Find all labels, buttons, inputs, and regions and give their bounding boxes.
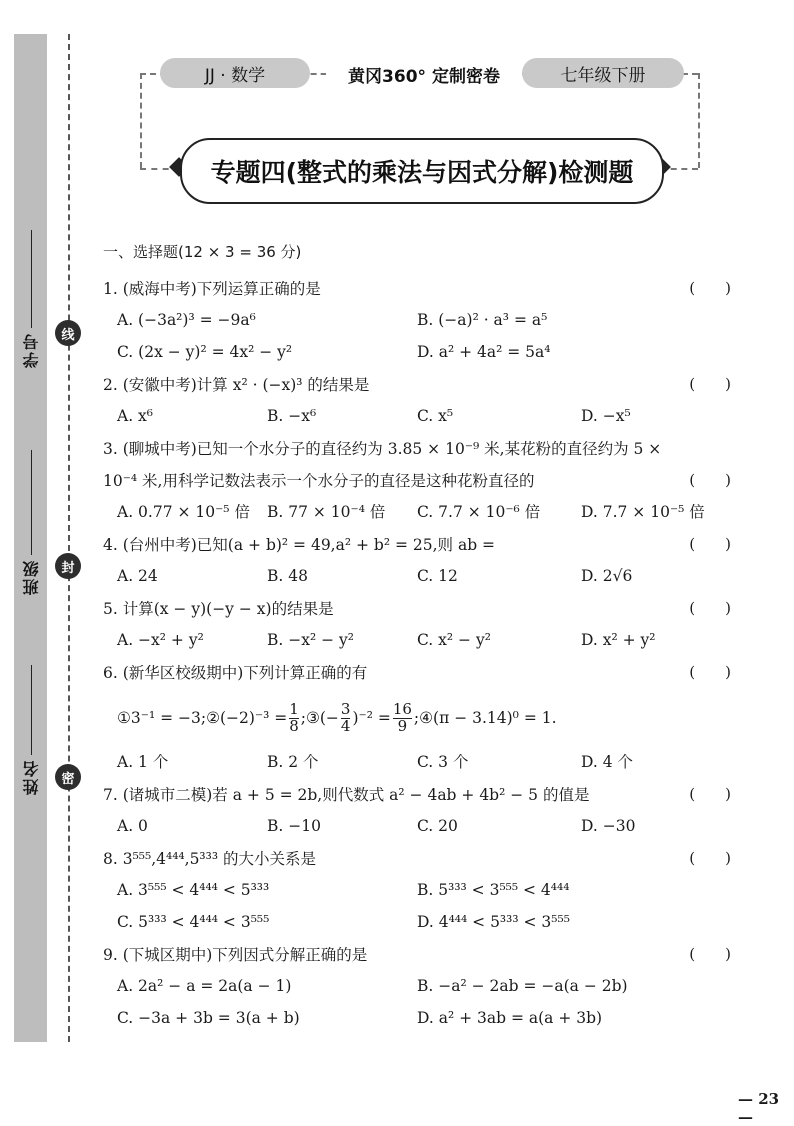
question-stem-continued: 10⁻⁴ 米,用科学记数法表示一个水分子的直径是这种花粉直径的 [103,471,535,490]
option-c[interactable]: C. x² − y² [417,631,491,649]
question-9 [103,939,735,971]
question-3-continued [103,465,735,497]
question-7 [103,779,735,811]
cut-line [68,34,70,1042]
name-label: 姓名 [21,759,41,795]
option-c[interactable]: C. −3a + 3b = 3(a + b) [117,1009,300,1027]
option-b[interactable]: B. 77 × 10⁻⁴ 倍 [267,503,386,521]
option-d[interactable]: D. a² + 3ab = a(a + 3b) [417,1009,603,1027]
question-stem: 2. (安徽中考)计算 x² · (−x)³ 的结果是 [103,375,370,394]
q8-options-row1 [103,875,735,907]
q1-options-row1 [103,305,735,337]
q7-options [103,811,735,843]
formula-part: ;④(π − 3.14)⁰ = 1. [413,708,557,727]
option-a[interactable]: A. 2a² − a = 2a(a − 1) [117,977,292,995]
fraction-denominator: 4 [340,716,351,735]
fraction [289,699,299,735]
option-d[interactable]: D. a² + 4a² = 5a⁴ [417,343,551,361]
question-5 [103,593,735,625]
option-a[interactable]: A. 3⁵⁵⁵ < 4⁴⁴⁴ < 5³³³ [117,881,270,899]
question-stem: 5. 计算(x − y)(−y − x)的结果是 [103,599,334,618]
formula-part: ①3⁻¹ = −3;②(−2)⁻³ = [117,708,288,727]
option-d[interactable]: D. −30 [581,817,636,835]
option-c[interactable]: C. 3 个 [417,753,469,771]
grade-pill: 七年级下册 [522,58,684,88]
answer-bracket[interactable]: ( ) [689,599,731,617]
answer-bracket[interactable]: ( ) [689,663,731,681]
answer-bracket[interactable]: ( ) [689,375,731,393]
option-b[interactable]: B. (−a)² · a³ = a⁵ [417,311,548,329]
option-a[interactable]: A. 0 [117,817,148,835]
option-c[interactable]: C. 12 [417,567,458,585]
question-1 [103,273,735,305]
option-d[interactable]: D. 4 个 [581,753,634,771]
formula-part: ;③(− [300,708,339,727]
option-a[interactable]: A. 1 个 [117,753,169,771]
question-8 [103,843,735,875]
fraction [340,699,351,735]
option-b[interactable]: B. −a² − 2ab = −a(a − 2b) [417,977,628,995]
student-id-label: 学号 [21,332,41,368]
q4-options [103,561,735,593]
question-stem: 9. (下城区期中)下列因式分解正确的是 [103,945,368,964]
option-d[interactable]: D. 7.7 × 10⁻⁵ 倍 [581,503,705,521]
option-d[interactable]: D. 4⁴⁴⁴ < 5³³³ < 3⁵⁵⁵ [417,913,570,931]
formula-part: )⁻² = [352,708,391,727]
seal-seal-mark: 封 [55,553,81,579]
answer-bracket[interactable]: ( ) [689,279,731,297]
student-id-field[interactable] [18,230,44,368]
question-stem: 7. (诸城市二模)若 a + 5 = 2b,则代数式 a² − 4ab + 4b² − 5 的值是 [103,785,590,804]
class-field[interactable] [18,450,44,595]
fraction [392,699,412,735]
q6-formula [103,689,735,747]
fraction-numerator: 1 [289,699,299,718]
q5-options [103,625,735,657]
option-d[interactable]: D. −x⁵ [581,407,631,425]
page-number: — 23 — [738,1090,780,1126]
seal-secret-mark: 密 [55,764,81,790]
option-b[interactable]: B. −10 [267,817,321,835]
question-2 [103,369,735,401]
student-id-blank[interactable] [31,230,32,328]
answer-bracket[interactable]: ( ) [689,945,731,963]
option-b[interactable]: B. 2 个 [267,753,319,771]
option-b[interactable]: B. −x² − y² [267,631,354,649]
question-list [103,243,735,1035]
question-4 [103,529,735,561]
option-d[interactable]: D. 2√6 [581,567,633,585]
name-blank[interactable] [31,665,32,755]
option-c[interactable]: C. (2x − y)² = 4x² − y² [117,343,293,361]
subject-pill: JJ · 数学 [160,58,310,88]
option-c[interactable]: C. 20 [417,817,458,835]
fraction-denominator: 8 [289,716,299,735]
name-field[interactable] [18,665,44,795]
option-c[interactable]: C. 7.7 × 10⁻⁶ 倍 [417,503,541,521]
option-a[interactable]: A. (−3a²)³ = −9a⁶ [117,311,256,329]
question-stem: 6. (新华区校级期中)下列计算正确的有 [103,663,368,682]
question-stem: 3. (聊城中考)已知一个水分子的直径约为 3.85 × 10⁻⁹ 米,某花粉的直径约为 5 × [103,439,662,458]
question-3 [103,433,735,465]
option-d[interactable]: D. x² + y² [581,631,656,649]
seal-line-mark: 线 [55,320,81,346]
question-6 [103,657,735,689]
option-b[interactable]: B. −x⁶ [267,407,317,425]
header-frame-left [140,73,142,168]
answer-bracket[interactable]: ( ) [689,849,731,867]
page-title: 专题四(整式的乘法与因式分解)检测题 [180,138,664,204]
series-name: 黄冈360° 定制密卷 [326,60,522,88]
section-title: 一、选择题(12 × 3 = 36 分) [103,243,302,261]
option-a[interactable]: A. 0.77 × 10⁻⁵ 倍 [117,503,250,521]
fraction-numerator: 16 [392,699,412,718]
question-stem: 8. 3⁵⁵⁵,4⁴⁴⁴,5³³³ 的大小关系是 [103,849,317,868]
option-b[interactable]: B. 48 [267,567,308,585]
fraction-numerator: 3 [340,699,351,718]
option-c[interactable]: C. x⁵ [417,407,454,425]
question-stem: 1. (威海中考)下列运算正确的是 [103,279,321,298]
option-c[interactable]: C. 5³³³ < 4⁴⁴⁴ < 3⁵⁵⁵ [117,913,270,931]
q3-options [103,497,735,529]
q1-options-row2 [103,337,735,369]
q9-options-row1 [103,971,735,1003]
q9-options-row2 [103,1003,735,1035]
q2-options [103,401,735,433]
answer-bracket[interactable]: ( ) [689,471,731,489]
answer-bracket[interactable]: ( ) [689,535,731,553]
option-b[interactable]: B. 5³³³ < 3⁵⁵⁵ < 4⁴⁴⁴ [417,881,570,899]
header-frame-right [698,73,700,168]
q8-options-row2 [103,907,735,939]
answer-bracket[interactable]: ( ) [689,785,731,803]
option-a[interactable]: A. 24 [117,567,158,585]
question-stem: 4. (台州中考)已知(a + b)² = 49,a² + b² = 25,则 ab = [103,535,496,554]
option-a[interactable]: A. −x² + y² [117,631,204,649]
class-label: 班级 [21,559,41,595]
option-a[interactable]: A. x⁶ [117,407,154,425]
fraction-denominator: 9 [397,716,408,735]
q6-options [103,747,735,779]
class-blank[interactable] [31,450,32,555]
